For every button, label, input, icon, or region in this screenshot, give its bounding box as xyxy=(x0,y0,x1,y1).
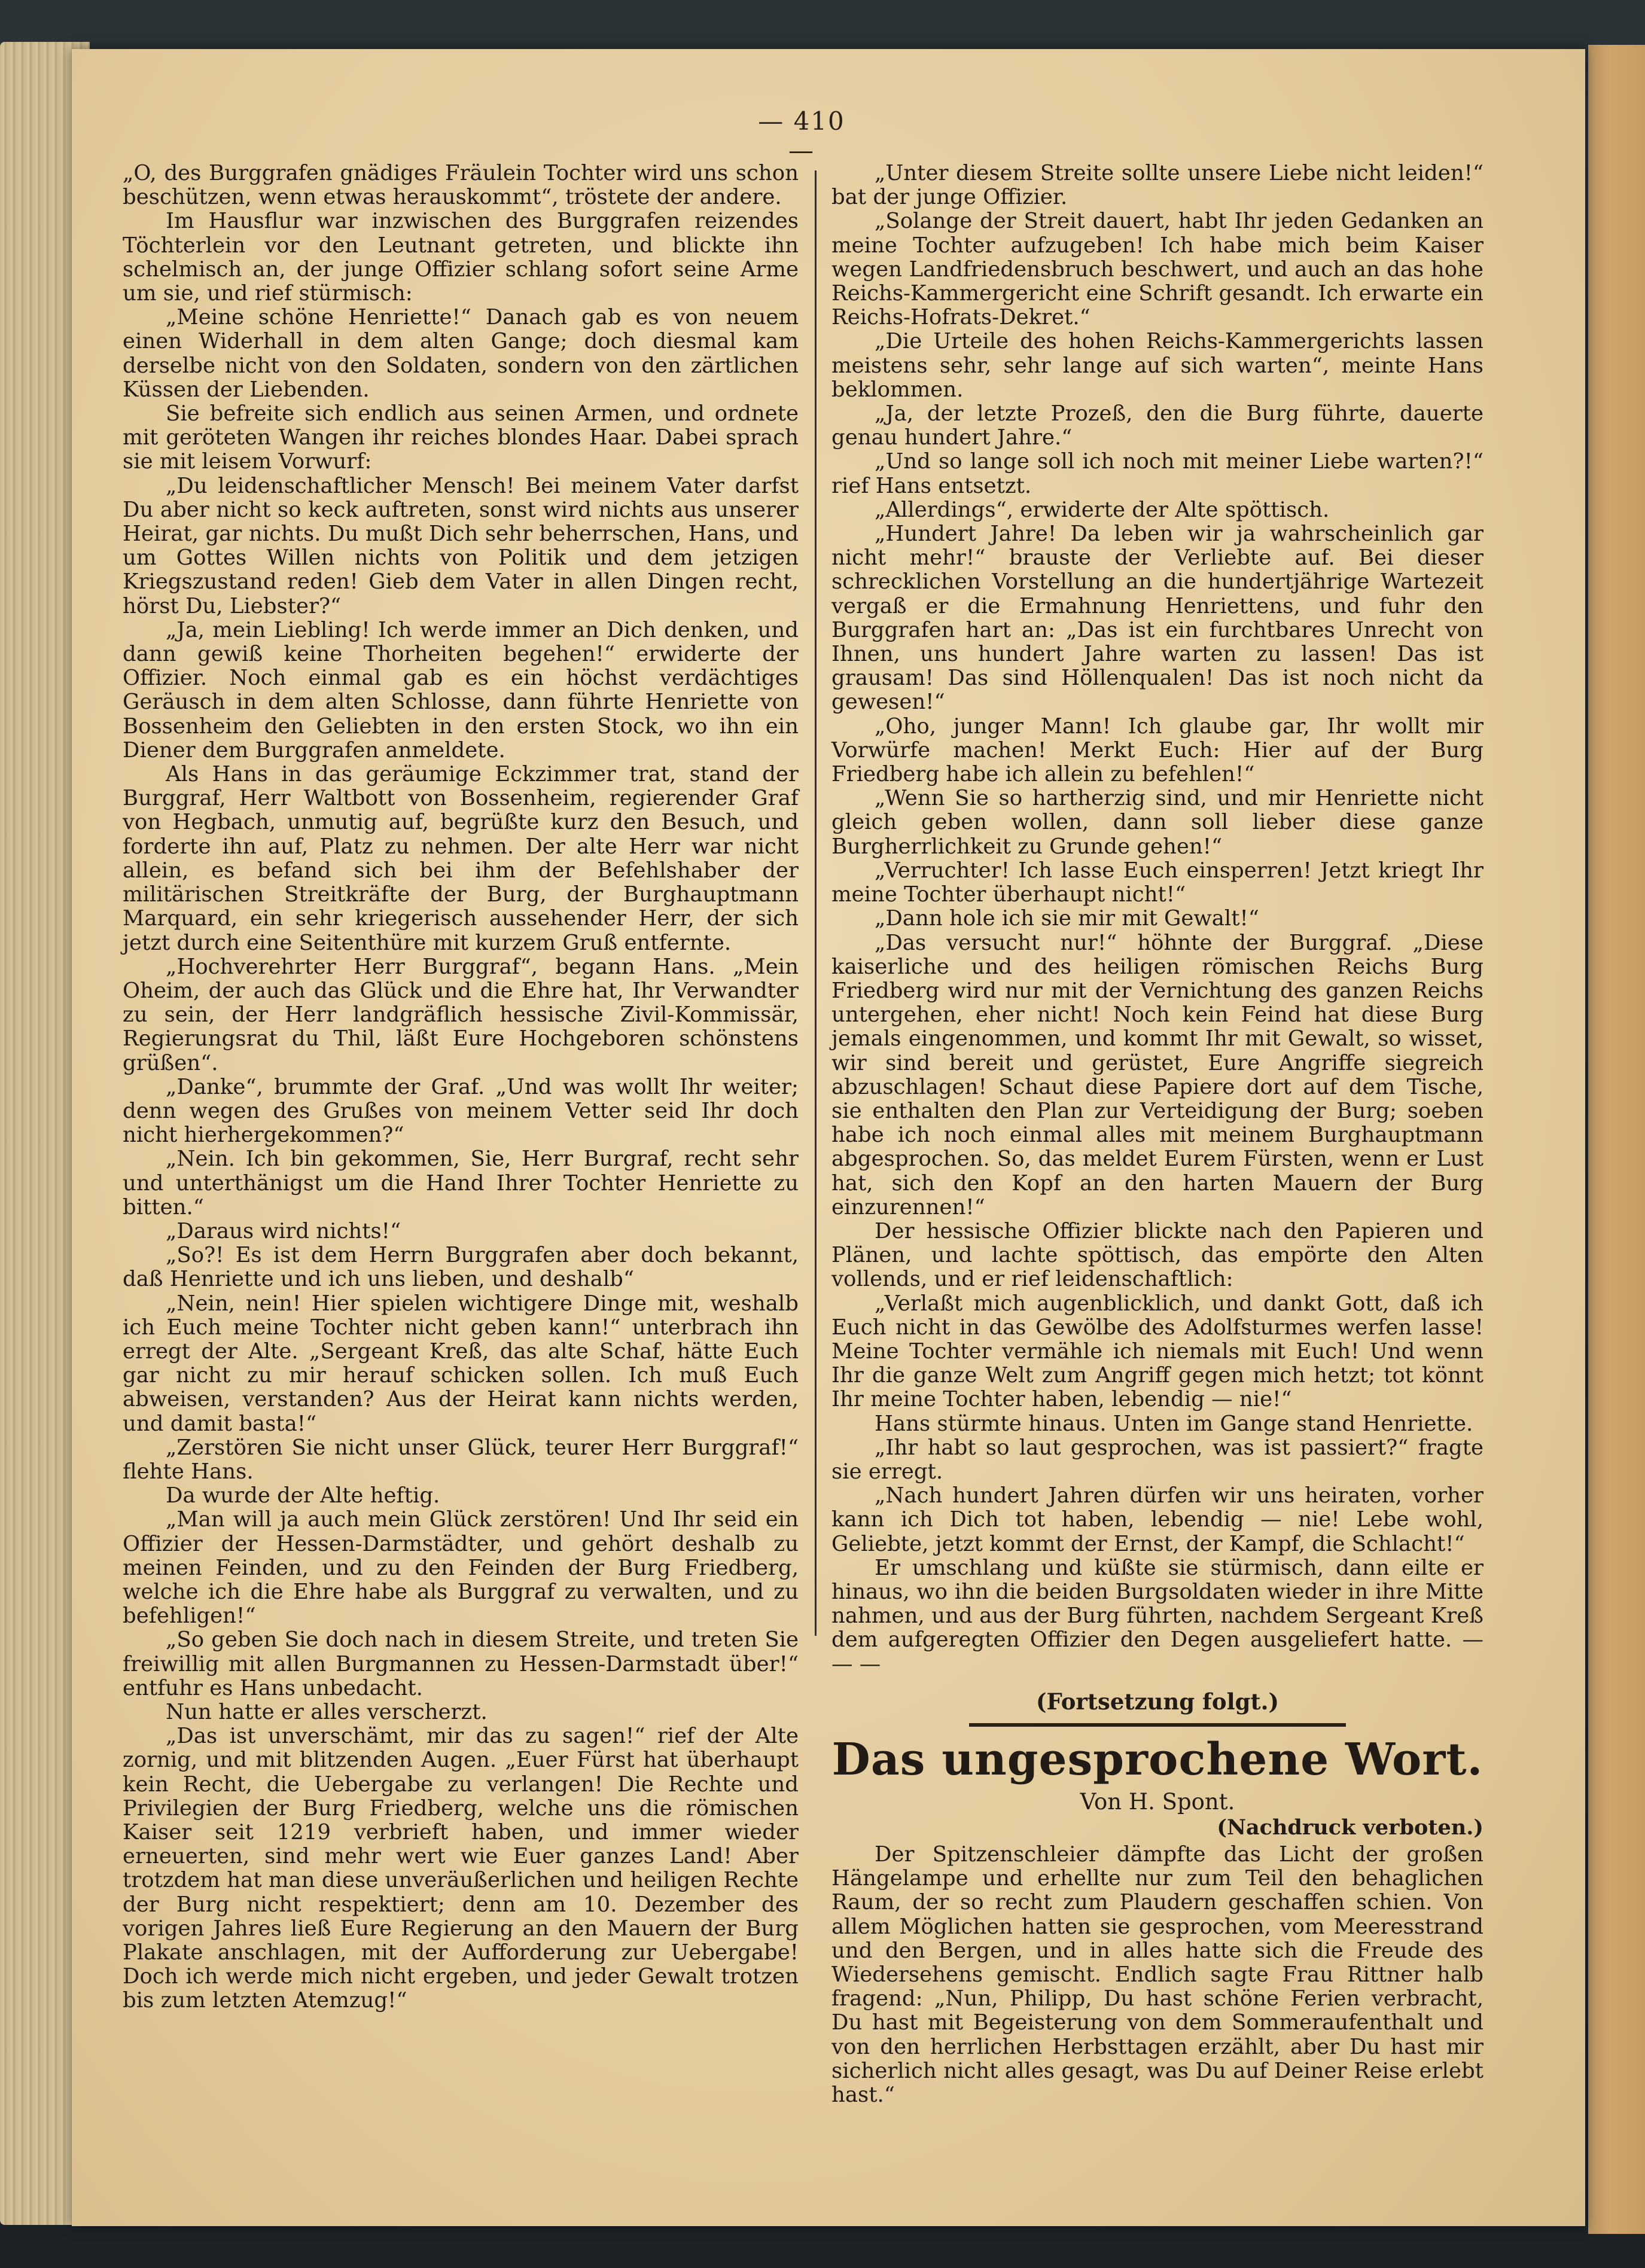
continuation-note: (Fortsetzung folgt.) xyxy=(1035,1688,1280,1715)
paragraph: Da wurde der Alte heftig. xyxy=(166,1483,440,1508)
paragraph: „Hochverehrter Herr Burggraf“, begann Hans. „Mein Oheim, der auch das Glück und die Ehre hat, Ihr Verwandter zu sein, der Herr landgräflich hessische Zivil-Kommissär, Regierungsrat du Thil, läßt Eure Hochgeboren schönstens grüßen“. xyxy=(123,954,799,1075)
paragraph: „Hundert Jahre! Da leben wir ja wahrscheinlich gar nicht mehr!“ brauste der Verliebte auf. Bei dieser schrecklichen Vorstellung an die hundertjährige Wartezeit vergaß er die Ermahnung Henriettens, und fuhr den Burggrafen hart an: „Das ist ein furchtbares Unrecht von Ihnen, uns hundert Jahre warten zu lassen! Das ist grausam! Das sind Höllenqualen! Das ist noch nicht da gewesen!“ xyxy=(831,522,1483,715)
paragraph: „Das ist unverschämt, mir das zu sagen!“ rief der Alte zornig, und mit blitzenden Augen. „Euer Fürst hat überhaupt kein Recht, die Uebergabe zu verlangen! Die Rechte und Privilegien der Burg Friedberg, welche uns die römischen Kaiser seit 1219 verbrieft haben, und immer wieder erneuerten, sind mehr wert wie Euer ganzes Land! Aber trotzdem hat man diese unveräußerlichen und heiligen Rechte der Burg nicht respektiert; denn am 10. Dezember des vorigen Jahres ließ Eure Regierung an den Mauern der Burg Plakate anschlagen, mit der Aufforderung zur Uebergabe! Doch ich werde mich nicht ergeben, und jeder Gewalt trotzen bis zum letzten Atemzug!“ xyxy=(123,1724,799,2013)
story-body xyxy=(831,1843,1483,2107)
paragraph: „Die Urteile des hohen Reichs-Kammergerichts lassen meistens sehr, sehr lange auf sich warten“, meinte Hans beklommen. xyxy=(831,329,1483,402)
paragraph: „Unter diesem Streite sollte unsere Liebe nicht leiden!“ bat der junge Offizier. xyxy=(831,161,1483,210)
paragraph: „Verruchter! Ich lasse Euch einsperren! Jetzt kriegt Ihr meine Tochter überhaupt nicht!“ xyxy=(831,858,1483,907)
paragraph: „Meine schöne Henriette!“ Danach gab es von neuem einen Widerhall in dem alten Gange; doch diesmal kam derselbe nicht von den Soldaten, sondern von den zärtlichen Küssen der Liebenden. xyxy=(123,305,799,402)
paragraph: „Und so lange soll ich noch mit meiner Liebe warten?!“ rief Hans entsetzt. xyxy=(831,449,1483,498)
paragraph: Als Hans in das geräumige Eckzimmer trat, stand der Burggraf, Herr Waltbott von Bossenheim, regierender Graf von Hegbach, unmutig auf, begrüßte kurz den Besuch, und forderte ihn auf, Platz zu nehmen. Der alte Herr war nicht allein, es befand sich bei ihm der Befehlshaber der militärischen Streitkräfte der Burg, der Burghauptmann Marquard, ein sehr kriegerisch aussehender Herr, der sich jetzt durch eine Seitenthüre mit kurzem Gruß entfernte. xyxy=(123,762,799,955)
paragraph: „Daraus wird nichts!“ xyxy=(166,1218,401,1243)
paragraph: „Man will ja auch mein Glück zerstören! Und Ihr seid ein Offizier der Hessen-Darmstädter, und gehört deshalb zu meinen Feinden, und zu den Feinden der Burg Friedberg, welche ich die Ehre habe als Burggraf zu verwalten, und zu befehligen!“ xyxy=(123,1507,799,1629)
paragraph: Im Hausflur war inzwischen des Burggrafen reizendes Töchterlein vor den Leutnant getreten, und blickte ihn schelmisch an, der junge Offizier schlang sofort seine Arme um sie, und rief stürmisch: xyxy=(123,209,799,306)
paragraph: Hans stürmte hinaus. Unten im Gange stand Henriette. xyxy=(875,1411,1473,1436)
paragraph: „Allerdings“, erwiderte der Alte spöttisch. xyxy=(875,497,1330,522)
paragraph: „Wenn Sie so hartherzig sind, und mir Henriette nicht gleich geben wollen, dann soll lieber diese ganze Burgherrlichkeit zu Grunde gehen!“ xyxy=(831,786,1483,859)
paragraph: „Nein, nein! Hier spielen wichtigere Dinge mit, weshalb ich Euch meine Tochter nicht geben kann!“ unterbrach ihn erregt der Alte. „Sergeant Kreß, das alte Schaf, hätte Euch gar nicht zu mir herauf schicken sollen. Ich muß Euch abweisen, verstanden? Aus der Heirat kann nichts werden, und damit basta!“ xyxy=(123,1291,799,1436)
paragraph: „Nein. Ich bin gekommen, Sie, Herr Burgraf, recht sehr und unterthänigst um die Hand Ihrer Tochter Henriette zu bitten.“ xyxy=(123,1147,799,1220)
paragraph: „Nach hundert Jahren dürfen wir uns heiraten, vorher kann ich Dich tot haben, lebendig — nie! Lebe wohl, Geliebte, jetzt kommt der Ernst, der Kampf, die Schlacht!“ xyxy=(831,1483,1483,1556)
paragraph: „Dann hole ich sie mir mit Gewalt!“ xyxy=(875,906,1259,931)
paragraph: Nun hatte er alles verscherzt. xyxy=(166,1700,488,1724)
reprint-note: (Nachdruck verboten.) xyxy=(1217,1815,1483,1840)
paragraph: „Das versucht nur!“ höhnte der Burggraf. „Diese kaiserliche und des heiligen römischen Reichs Burg Friedberg wird nur mit der Vernichtung des ganzen Reichs untergehen, eher nicht! Noch kein Feind hat diese Burg jemals eingenommen, und kommt Ihr mit Gewalt, so wisset, wir sind bereit und gerüstet, Eure Angriffe siegreich abzuschlagen! Schaut diese Papiere dort auf dem Tische, sie enthalten den Plan zur Verteidigung der Burg; soeben habe ich noch einmal alles mit meinem Burghauptmann abgesprochen. So, das meldet Eurem Fürsten, wenn er Lust hat, sich den Kopf an den harten Mauern der Burg einzurennen!“ xyxy=(831,930,1483,1220)
paragraph: „Ja, der letzte Prozeß, den die Burg führte, dauerte genau hundert Jahre.“ xyxy=(831,401,1483,450)
paragraph: „So?! Es ist dem Herrn Burggrafen aber doch bekannt, daß Henriette und ich uns lieben, und deshalb“ xyxy=(123,1243,799,1292)
column-divider xyxy=(815,170,817,1636)
paragraph: Sie befreite sich endlich aus seinen Armen, und ordnete mit geröteten Wangen ihr reiches blondes Haar. Dabei sprach sie mit leisem Vorwurf: xyxy=(123,401,799,474)
paragraph: „Danke“, brummte der Graf. „Und was wollt Ihr weiter; denn wegen des Grußes von meinem Vetter seid Ihr doch nicht hierhergekommen?“ xyxy=(123,1074,799,1148)
paragraph: „Du leidenschaftlicher Mensch! Bei meinem Vater darfst Du aber nicht so keck auftreten, sonst wird nichts aus unserer Heirat, gar nichts. Du mußt Dich sehr beherrschen, Hans, und um Gottes Willen nichts von Politik und dem jetzigen Kriegszustand reden! Gieb dem Vater in allen Dingen recht, hörst Du, Liebster?“ xyxy=(123,473,799,618)
next-page-edge xyxy=(1588,45,1645,2234)
page-number: — 410 — xyxy=(758,106,845,165)
paragraph: Er umschlang und küßte sie stürmisch, dann eilte er hinaus, wo ihn die beiden Burgsoldaten wieder in ihre Mitte nahmen, und aus der Burg führten, nachdem Sergeant Kreß dem aufgeregten Offizier den Degen ausgeliefert hatte. — — — xyxy=(831,1555,1483,1676)
left-column xyxy=(123,161,799,2013)
paragraph: „Ja, mein Liebling! Ich werde immer an Dich denken, und dann gewiß keine Thorheiten begehen!“ erwiderte der Offizier. Noch einmal gab es ein höchst verdächtiges Geräusch in dem alten Schlosse, dann führte Henriette von Bossenheim den Geliebten in den ersten Stock, wo ihn ein Diener dem Burggrafen anmeldete. xyxy=(123,617,799,763)
right-column xyxy=(831,161,1483,2107)
story-author: Von H. Spont. xyxy=(1080,1789,1235,1815)
paragraph: „Solange der Streit dauert, habt Ihr jeden Gedanken an meine Tochter aufzugeben! Ich habe mich beim Kaiser wegen Landfriedensbruch beschwert, und auch an das hohe Reichs-Kammergericht eine Schrift gesandt. Ich erwarte ein Reichs-Hofrats-Dekret.“ xyxy=(831,209,1483,330)
section-rule xyxy=(969,1723,1346,1727)
paragraph: Der Spitzenschleier dämpfte das Licht der großen Hängelampe und erhellte nur zum Teil den behaglichen Raum, der so recht zum Plaudern geschaffen schien. Von allem Möglichen hatten sie gesprochen, vom Meeresstrand und den Bergen, und in alles hatte sich die Freude des Wiedersehens gemischt. Endlich sagte Frau Rittner halb fragend: „Nun, Philipp, Du hast schöne Ferien verbracht, Du hast mit Begeisterung von dem Sommeraufenthalt und von den herrlichen Herbsttagen erzählt, aber Du hast mir sicherlich nicht alles gesagt, was Du auf Deiner Reise erlebt hast.“ xyxy=(831,1842,1483,2108)
paragraph: Der hessische Offizier blickte nach den Papieren und Plänen, und lachte spöttisch, das empörte den Alten vollends, und er rief leidenschaftlich: xyxy=(831,1218,1483,1292)
paragraph: „So geben Sie doch nach in diesem Streite, und treten Sie freiwillig mit allen Burgmannen zu Hessen-Darmstadt über!“ entfuhr es Hans unbedacht. xyxy=(123,1627,799,1700)
paragraph: „Zerstören Sie nicht unser Glück, teurer Herr Burggraf!“ flehte Hans. xyxy=(123,1435,799,1484)
paragraph: „Verlaßt mich augenblicklich, und dankt Gott, daß ich Euch nicht in das Gewölbe des Adolfsturmes werfen lasse! Meine Tochter vermähle ich niemals mit Euch! Und wenn Ihr die ganze Welt zum Angriff gegen mich hetzt; tot könnt Ihr meine Tochter haben, lebendig — nie!“ xyxy=(831,1291,1483,1412)
paragraph: „O, des Burggrafen gnädiges Fräulein Tochter wird uns schon beschützen, wenn etwas herauskommt“, tröstete der andere. xyxy=(123,161,799,210)
paragraph: „Oho, junger Mann! Ich glaube gar, Ihr wollt mir Vorwürfe machen! Merkt Euch: Hier auf der Burg Friedberg habe ich allein zu befehlen!“ xyxy=(831,714,1483,787)
paragraph: „Ihr habt so laut gesprochen, was ist passiert?“ fragte sie erregt. xyxy=(831,1435,1483,1484)
story-title: Das ungesprochene Wort. xyxy=(831,1734,1483,1785)
